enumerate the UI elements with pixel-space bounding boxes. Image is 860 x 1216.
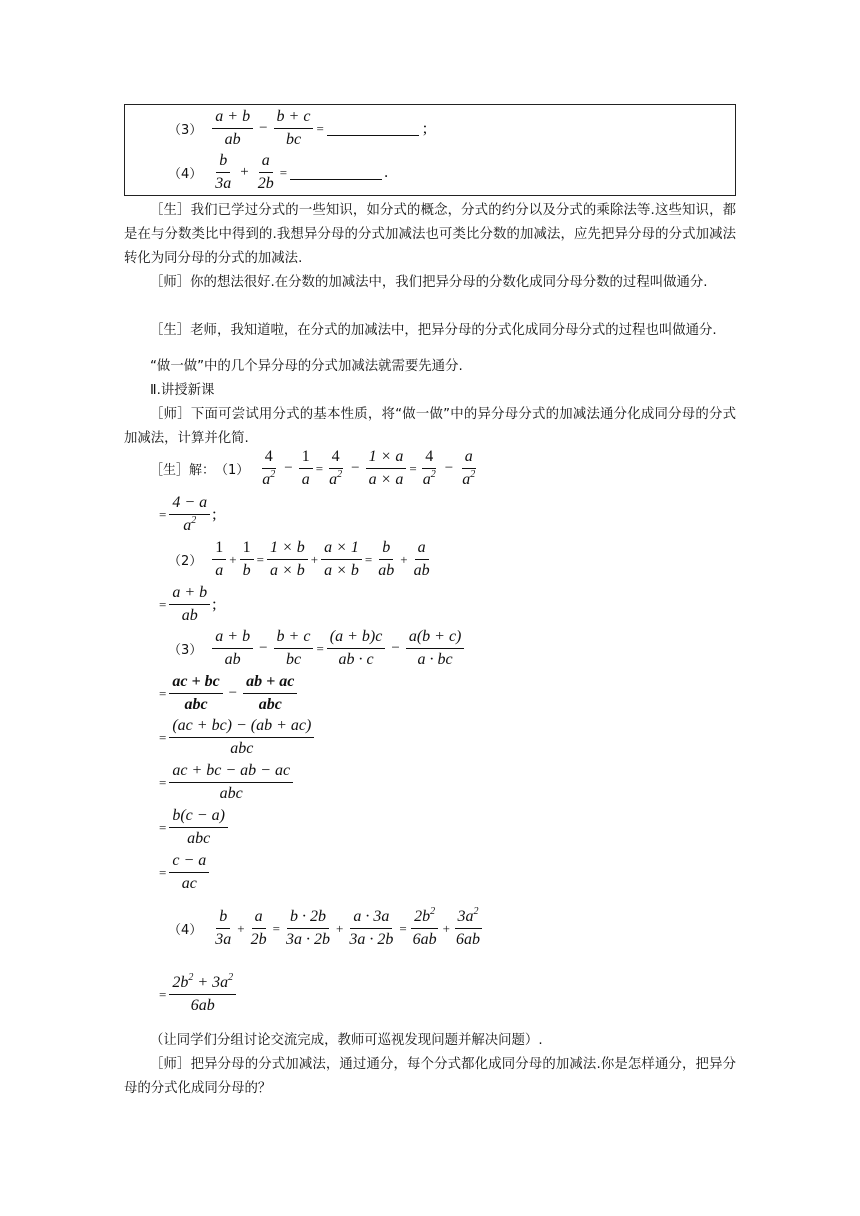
paragraph-teacher-1: ［师］你的想法很好.在分数的加减法中，我们把异分母的分数化成同分母分数的过程叫做通分. xyxy=(150,275,708,290)
paragraph-student-2: ［生］老师，我知道啦，在分式的加减法中，把异分母的分式化成同分母分式的过程也叫做通分. xyxy=(150,323,717,338)
solution-3-step-5: = $\frac{b(c - a)}{\text{abc}}$ xyxy=(158,807,230,848)
exercise-label: （4） xyxy=(168,167,203,182)
result-term: 2b xyxy=(172,974,189,991)
solution-4-line-1: （4） $\frac{b}{3a}$ + $\frac{a}{2b}$ = $\frac{b \cdot 2b}{3a \cdot 2b}$ + $\frac{a \cdot 3a}{3a \cdot 2b}$ = $\frac{2b^2}{6ab}$ + $\frac{3a^2}{6ab}$ xyxy=(168,906,480,948)
fraction: $\frac{b + c}{bc}$ xyxy=(274,108,314,149)
paragraph-note-2: （让同学们分组讨论交流完成，教师可巡视发现问题并解决问题）. xyxy=(150,1033,543,1048)
solution-1-line-1: ［生］解： （1） $\frac{4}{a^2}$ − $\frac{1}{a}$ = $\frac{4}{a^2}$ − $\frac{1 \times a}{a \times a}$ = $\frac{4}{a^2}$ − $\frac{a}{a^2}$ xyxy=(150,448,476,488)
paragraph-note: “做一做”中的几个异分母的分式加减法就需要先通分. xyxy=(150,359,463,374)
solution-3-line-1: （3） $\frac{a + b}{ab}$ − $\frac{b + c}{bc}$ = $\frac{(a + b)c}{ab \cdot c}$ − $\frac{a(b + c)}{a \cdot bc}$ xyxy=(168,628,466,669)
fraction: $\frac{b}{3a}$ xyxy=(215,152,232,192)
answer-blank[interactable] xyxy=(290,165,382,180)
paragraph-teacher-2: ［师］下面可尝试用分式的基本性质，将“做一做”中的异分母分式的加减法通分化成同分母的分式加减法，计算并化简. xyxy=(124,407,736,446)
section-heading: Ⅱ.讲授新课 xyxy=(150,383,215,398)
solution-4-result: = $\frac{2b^2 + 3a^2}{6ab}$ xyxy=(158,974,238,1015)
fraction: $\frac{a}{2b}$ xyxy=(257,152,274,192)
solution-3-step-2: = $\frac{ac + bc}{\text{abc}}$ − $\frac{ab + ac}{\text{abc}}$ xyxy=(158,673,299,714)
paragraph-teacher-3: ［师］把异分母的分式加减法，通过通分，每个分式都化成同分母的加减法.你是怎样通分，把异分母的分式化成同分母的？ xyxy=(124,1057,736,1096)
fraction: $\frac{a + b}{ab}$ xyxy=(212,108,253,149)
paragraph-student-1: ［生］我们已学过分式的一些知识，如分式的概念，分式的约分以及分式的乘除法等.这些知识，都是在与分数类比中得到的.我想异分母的分式加减法也可类比分数的加减法，应先把异分母的分式加减法转化为同分母的分式的加减法. xyxy=(124,203,736,266)
solution-2-result: = $\frac{a + b}{ab}$ ; xyxy=(159,584,217,624)
solution-2-line-1: （2） $\frac{1}{a}$ + $\frac{1}{b}$ = $\frac{1 \times b}{a \times b}$ + $\frac{a \times 1}{a \times b}$ = $\frac{b}{ab}$ + $\frac{a}{ab}$ xyxy=(168,539,430,579)
exercise-4: （4） $\frac{b}{3a}$ + $\frac{a}{2b}$ = . xyxy=(168,152,389,192)
exercise-3: （3） $\frac{a + b}{ab}$ − $\frac{b + c}{bc}$ = ; xyxy=(168,108,428,148)
solution-3-step-3: = $\frac{(ac + bc) - (ab + ac)}{\text{abc}}$ xyxy=(158,717,316,758)
solution-3-step-6: = $\frac{c - a}{ac}$ xyxy=(158,852,211,893)
exercise-label: （3） xyxy=(168,123,203,138)
result-term: 3a xyxy=(212,974,229,991)
solution-1-result: = $\frac{4 - a}{a^2}$ ; xyxy=(159,494,217,534)
answer-blank[interactable] xyxy=(327,121,419,136)
solution-3-step-4: = $\frac{ac + bc - ab - ac}{\text{abc}}$ xyxy=(158,762,295,803)
